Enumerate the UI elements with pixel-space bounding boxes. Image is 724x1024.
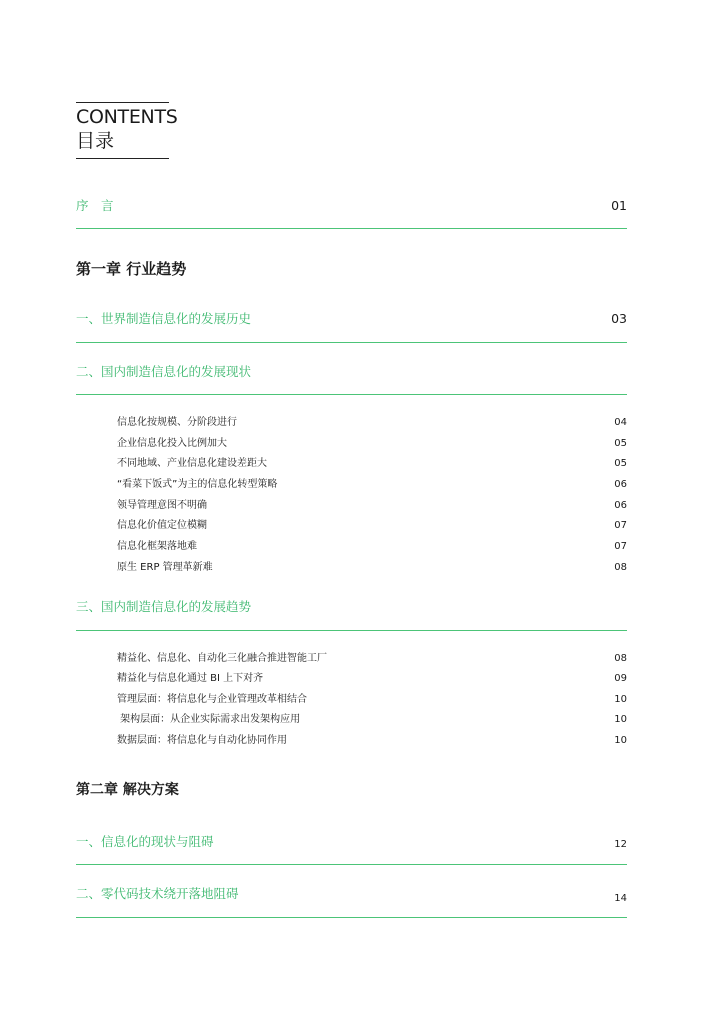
toc-entry-label: 信息化价值定位模糊 bbox=[117, 520, 207, 531]
toc-ch2-section1-page: 12 bbox=[614, 839, 627, 850]
toc-entry[interactable] bbox=[117, 416, 627, 429]
toc-ch2-section1[interactable] bbox=[76, 834, 627, 850]
toc-entry-page: 10 bbox=[614, 694, 627, 705]
divider bbox=[76, 228, 627, 229]
toc-entry-page: 10 bbox=[614, 735, 627, 746]
toc-entry-page: 04 bbox=[614, 417, 627, 428]
divider bbox=[76, 917, 627, 918]
toc-entry[interactable] bbox=[117, 478, 627, 491]
toc-entry-label: 管理层面：将信息化与企业管理改革相结合 bbox=[117, 694, 307, 705]
toc-entry-label: 精益化与信息化通过 BI 上下对齐 bbox=[117, 673, 264, 684]
toc-ch2-section2-label: 二、零代码技术绕开落地阻碍 bbox=[76, 886, 239, 901]
toc-entry-page: 07 bbox=[614, 520, 627, 531]
toc-entry[interactable] bbox=[117, 499, 627, 512]
toc-entry-label: 信息化按规模、分阶段进行 bbox=[117, 417, 237, 428]
toc-entry[interactable] bbox=[117, 437, 627, 450]
toc-ch1-section2-label: 二、国内制造信息化的发展现状 bbox=[76, 364, 252, 379]
toc-entry[interactable] bbox=[117, 672, 627, 685]
divider bbox=[76, 342, 627, 343]
toc-entry-page: 07 bbox=[614, 541, 627, 552]
toc-ch1-section1[interactable] bbox=[76, 311, 627, 327]
toc-entry-page: 05 bbox=[614, 438, 627, 449]
toc-entry-page: 09 bbox=[614, 673, 627, 684]
toc-ch2-section1-label: 一、信息化的现状与阻碍 bbox=[76, 834, 214, 849]
toc-entry-page: 10 bbox=[614, 714, 627, 725]
toc-entry[interactable] bbox=[117, 693, 627, 706]
contents-title-cn: 目录 bbox=[76, 130, 115, 152]
toc-entry-page: 06 bbox=[614, 500, 627, 511]
toc-entry[interactable] bbox=[117, 561, 627, 574]
chapter1-title: 第一章 行业趋势 bbox=[76, 260, 187, 278]
header-top-rule bbox=[76, 102, 169, 103]
toc-entry-label: 架构层面：从企业实际需求出发架构应用 bbox=[117, 714, 301, 725]
toc-ch1-section2[interactable] bbox=[76, 364, 627, 380]
toc-entry-page: 08 bbox=[614, 562, 627, 573]
toc-entry[interactable] bbox=[117, 540, 627, 553]
toc-entry[interactable] bbox=[117, 652, 627, 665]
toc-ch1-section3[interactable] bbox=[76, 599, 627, 615]
toc-entry-label: 企业信息化投入比例加大 bbox=[117, 438, 227, 449]
toc-entry-label: 领导管理意图不明确 bbox=[117, 500, 207, 511]
toc-entry-label: “看菜下饭式”为主的信息化转型策略 bbox=[117, 479, 278, 490]
toc-ch2-section2[interactable] bbox=[76, 886, 627, 902]
toc-entry-label: 信息化框架落地难 bbox=[117, 541, 197, 552]
toc-entry-label: 精益化、信息化、自动化三化融合推进智能工厂 bbox=[117, 653, 327, 664]
chapter2-title: 第二章 解决方案 bbox=[76, 782, 179, 798]
contents-title-en: CONTENTS bbox=[76, 106, 178, 128]
toc-entry[interactable] bbox=[117, 457, 627, 470]
toc-entry[interactable] bbox=[117, 519, 627, 532]
toc-entry[interactable] bbox=[117, 734, 627, 747]
toc-entry-page: 06 bbox=[614, 479, 627, 490]
toc-preface-page: 01 bbox=[611, 198, 627, 213]
toc-entry[interactable] bbox=[117, 713, 627, 726]
toc-entry-label: 数据层面：将信息化与自动化协同作用 bbox=[117, 735, 287, 746]
toc-entry-label: 原生 ERP 管理革新难 bbox=[117, 562, 213, 573]
toc-ch1-section1-label: 一、世界制造信息化的发展历史 bbox=[76, 311, 252, 326]
toc-entry-page: 05 bbox=[614, 458, 627, 469]
header-bottom-rule bbox=[76, 158, 169, 159]
divider bbox=[76, 394, 627, 395]
toc-ch1-section3-label: 三、国内制造信息化的发展趋势 bbox=[76, 599, 252, 614]
toc-entry-label: 不同地域、产业信息化建设差距大 bbox=[117, 458, 267, 469]
divider bbox=[76, 630, 627, 631]
toc-preface[interactable] bbox=[76, 198, 627, 214]
toc-ch2-section2-page: 14 bbox=[614, 893, 627, 904]
divider bbox=[76, 864, 627, 865]
toc-preface-label: 序 言 bbox=[76, 198, 114, 213]
toc-ch1-section1-page: 03 bbox=[611, 311, 627, 326]
toc-entry-page: 08 bbox=[614, 653, 627, 664]
